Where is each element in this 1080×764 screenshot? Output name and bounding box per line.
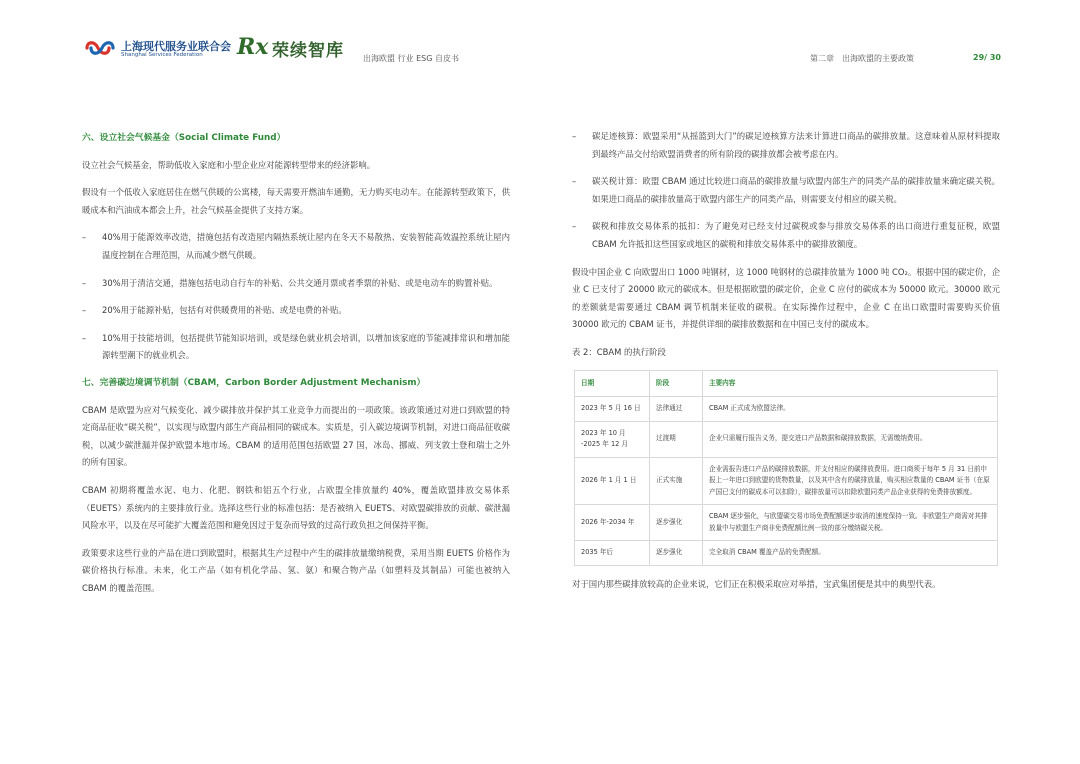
paragraph: 对于国内那些碳排放较高的企业来说，它们正在积极采取应对举措，宝武集团便是其中的典型代表。 bbox=[572, 578, 941, 589]
section-heading-social-climate-fund: 六、设立社会气候基金（Social Climate Fund） bbox=[82, 133, 286, 143]
paragraph: 假设有一个低收入家庭居住在燃气供暖的公寓楼，每天需要开燃油车通勤，无力购买电动车。在能源转型政策下，供暖成本和汽油成本都会上升，社会气候基金提供了支持方案。 bbox=[82, 187, 510, 215]
page-number: 29/ 30 bbox=[973, 53, 1001, 62]
federation-name-cn: 上海现代服务业联合会 bbox=[121, 40, 231, 53]
table-row bbox=[575, 457, 998, 505]
table-header-row bbox=[575, 370, 998, 397]
paragraph: 设立社会气候基金，帮助低收入家庭和小型企业应对能源转型带来的经济影响。 bbox=[82, 159, 376, 170]
table-cell: 2026 年-2034 年 bbox=[575, 505, 650, 541]
table-cell: 逐步强化 bbox=[650, 505, 703, 541]
left-column bbox=[82, 130, 510, 607]
section-heading-cbam: 七、完善碳边境调节机制（CBAM，Carbon Border Adjustment Mechanism） bbox=[82, 377, 426, 388]
table-row bbox=[575, 397, 998, 422]
paragraph: 假设中国企业 C 向欧盟出口 1000 吨钢材，这 1000 吨钢材的总碳排放量为 1000 吨 CO₂。根据中国的碳定价，企业 C 已支付了 20000 欧元的碳成本。但是根据欧盟的碳定价，企业 C 应付的碳成本为 50000 欧元。30000 欧元的差额就是需要通过 CBAM 调节机制来征收的碳税。在实际操作过程中，企业 C 在出口欧盟时需要购买价值 30000 欧元的 CBAM 证书，并提供详细的碳排放数据和在中国已支付的碳成本。 bbox=[572, 266, 1000, 330]
column-header-phase: 阶段 bbox=[650, 370, 703, 397]
table-caption: 表 2：CBAM 的执行阶段 bbox=[572, 346, 666, 357]
list-item: – 30%用于清洁交通，措施包括电动自行车的补贴、公共交通月票或者季票的补贴、或是电动车的购置补贴。 bbox=[82, 277, 498, 288]
list-item: – 碳税和排放交易体系的抵扣：为了避免对已经支付过碳税或参与排放交易体系的出口商进行重复征税，欧盟 CBAM 允许抵扣这些国家或地区的碳税和排放交易体系中的碳排放额度。 bbox=[572, 221, 1000, 249]
paragraph: 政策要求这些行业的产品在进口到欧盟时，根据其生产过程中产生的碳排放量缴纳税费，采用当期 EUETS 价格作为碳价格执行标准。未来，化工产品（如有机化学品、氢、氨）和聚合物产品（如塑料及其制品）可能也被纳入 CBAM 的覆盖范围。 bbox=[82, 547, 510, 593]
right-column bbox=[572, 128, 1000, 603]
list-item: – 20%用于能源补贴，包括有对供暖费用的补贴、或是电费的补贴。 bbox=[82, 305, 347, 316]
list-item: – 碳关税计算：欧盟 CBAM 通过比较进口商品的碳排放量与欧盟内部生产的同类产品的碳排放量来确定碳关税。如果进口商品的碳排放量高于欧盟内部生产的同类产品，则需要支付相应的碳关税。 bbox=[572, 176, 1000, 204]
list-item: – 10%用于技能培训，包括提供节能知识培训，或是绿色就业机会培训，以增加该家庭的节能减排常识和增加能源转型潮下的就业机会。 bbox=[82, 332, 510, 361]
paragraph: CBAM 是欧盟为应对气候变化、减少碳排放并保护其工业竞争力而提出的一项政策。该政策通过对进口到欧盟的特定商品征收“碳关税”，以实现与欧盟内部生产商品相同的碳成本。实质是，引入碳边境调节机制，对进口商品征收碳税，以减少碳泄漏并保护欧盟本地市场。CBAM 的适用范围包括欧盟 27 国，冰岛、挪威、列支敦士登和瑞士之外的所有国家。 bbox=[82, 404, 510, 468]
table-cell: CBAM 正式成为欧盟法律。 bbox=[703, 397, 998, 422]
table-cell: 企业只需履行报告义务，提交进口产品数据和碳排放数据，无需缴纳费用。 bbox=[703, 421, 998, 457]
list-item: – 碳足迹核算：欧盟采用“从摇篮到大门”的碳足迹核算方法来计算进口商品的碳排放量。这意味着从原材料提取到最终产品交付给欧盟消费者的所有阶段的碳排放都会被考虑在内。 bbox=[572, 131, 1000, 159]
federation-name-en: Shanghai Services Federation bbox=[121, 52, 203, 58]
list-item: – 40%用于能源效率改造，措施包括有改造屋内隔热系统让屋内在冬天不易散热、安装智能高效温控系统让屋内温度控制在合理范围，从而减少燃气供暖。 bbox=[82, 232, 510, 260]
paragraph: CBAM 初期将覆盖水泥、电力、化肥、钢铁和铝五个行业，占欧盟全排放量约 40%，覆盖欧盟排放交易体系（EUETS）系统内的主要排放行业。选择这些行业的标准包括：是否被纳入 EUETS、对欧盟碳排放的贡献、碳泄漏风险水平，以及在尽可能扩大覆盖范围和避免因过于复杂而导致的过高行政负担之间保持平衡。 bbox=[82, 484, 510, 531]
column-header-date: 日期 bbox=[575, 370, 650, 397]
table-cell: 逐步强化 bbox=[650, 541, 703, 566]
federation-logo-icon bbox=[84, 37, 116, 59]
table-row bbox=[575, 421, 998, 457]
table-cell: 2035 年后 bbox=[575, 541, 650, 566]
column-header-content: 主要内容 bbox=[703, 370, 998, 397]
rongxu-logo-icon: Rx bbox=[237, 34, 269, 60]
document-title: 出海欧盟 行业 ESG 自皮书 bbox=[363, 54, 459, 63]
rongxu-name: 荣续智库 bbox=[272, 41, 344, 61]
table-cell: 企业需报告进口产品的碳排放数据，并支付相应的碳排放费用。进口商须于每年 5 月 31 日前申报上一年进口到欧盟的货物数量，以及其中含有的碳排放量，购买相应数量的 CBAM 证书（在原产国已支付的碳成本可以扣除），碳排放量可以扣除欧盟同类产品企业获得的免费排放额度。 bbox=[703, 457, 998, 505]
page-header bbox=[0, 0, 1080, 80]
table-cell: 2026 年 1 月 1 日 bbox=[575, 457, 650, 505]
table-row bbox=[575, 505, 998, 541]
chapter-title: 第二章 出海欧盟的主要政策 bbox=[810, 54, 914, 63]
table-cell: 法律通过 bbox=[650, 397, 703, 422]
cbam-phase-table bbox=[574, 370, 998, 566]
table-cell: CBAM 逐步强化，与欧盟碳交易市场免费配额逐步取消的速度保持一致。非欧盟生产商需对其排放量中与欧盟生产商非免费配额比例一致的部分缴纳碳关税。 bbox=[703, 505, 998, 541]
table-cell: 正式实施 bbox=[650, 457, 703, 505]
table-cell: 2023 年 10 月 -2025 年 12 月 bbox=[575, 421, 650, 457]
table-cell: 完全取消 CBAM 覆盖产品的免费配额。 bbox=[703, 541, 998, 566]
table-cell: 2023 年 5 月 16 日 bbox=[575, 397, 650, 422]
table-cell: 过渡期 bbox=[650, 421, 703, 457]
table-row bbox=[575, 541, 998, 566]
